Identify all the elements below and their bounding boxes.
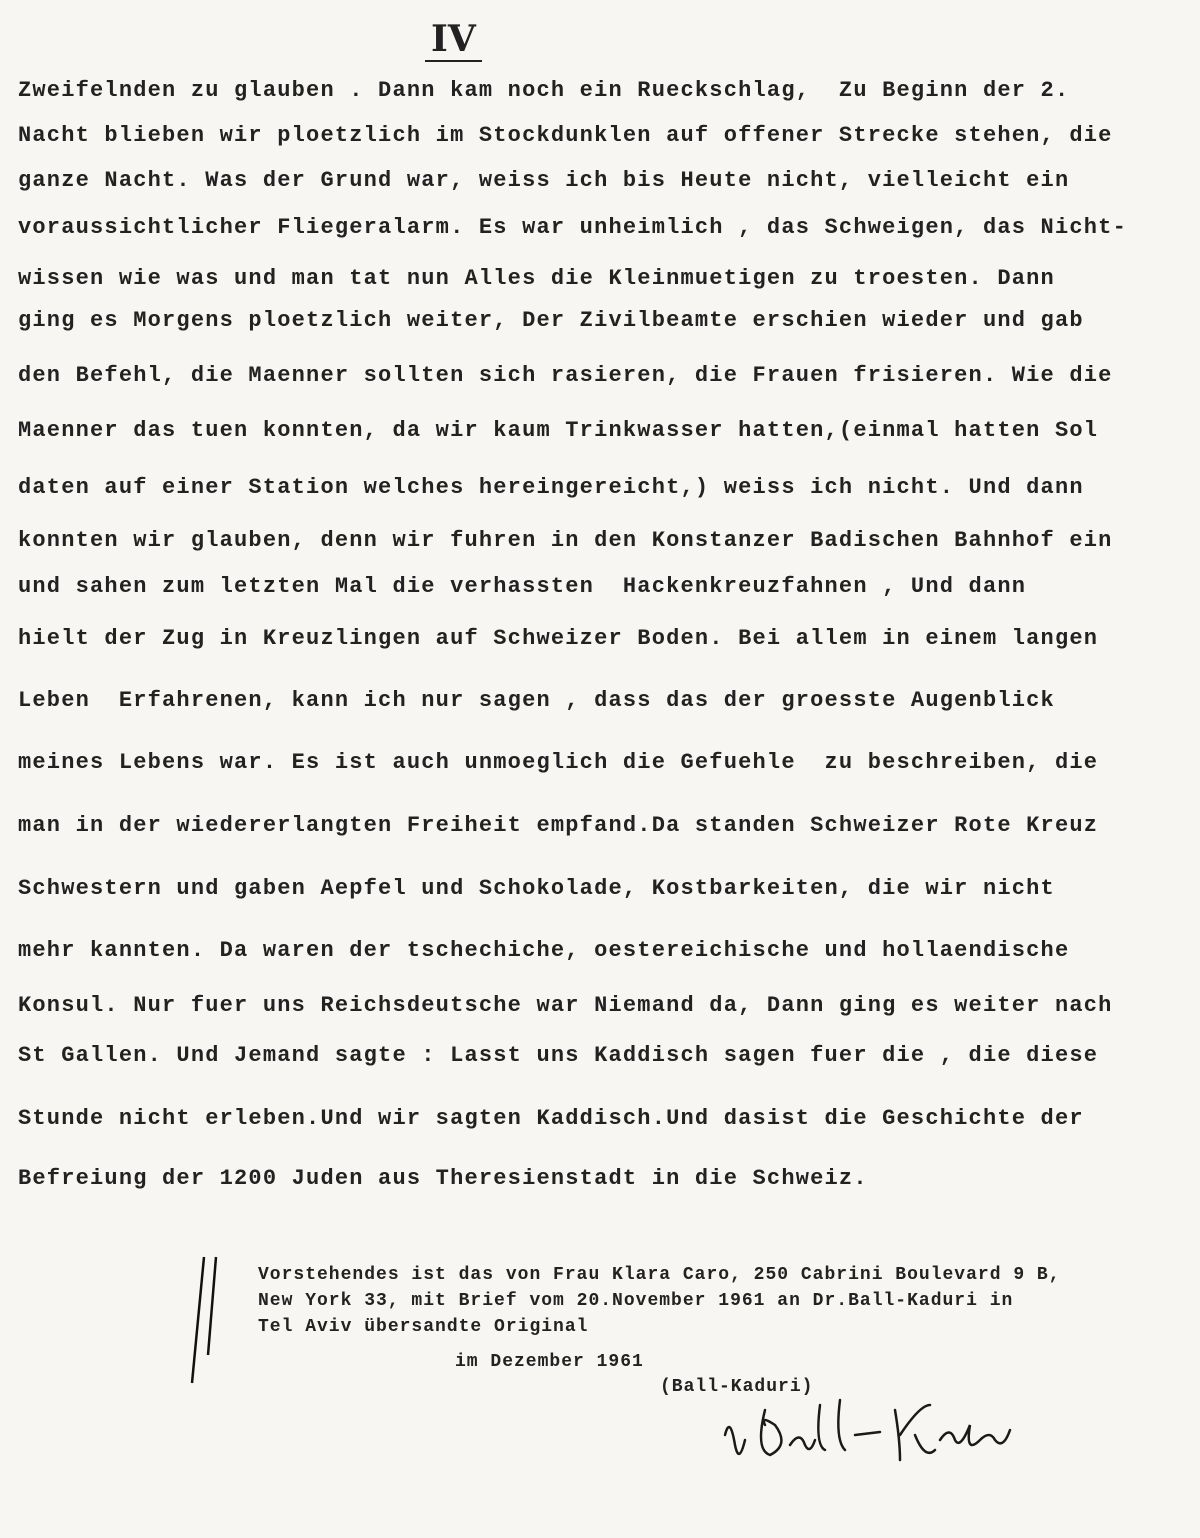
body-line: meines Lebens war. Es ist auch unmoeglich die Gefuehle zu beschreiben, die bbox=[18, 750, 1099, 775]
body-line: wissen wie was und man tat nun Alles die Kleinmuetigen zu troesten. Dann bbox=[18, 266, 1055, 291]
note-line: Tel Aviv übersandte Original bbox=[258, 1317, 589, 1337]
body-line: Stunde nicht erleben.Und wir sagten Kaddisch.Und dasist die Geschichte der bbox=[18, 1106, 1084, 1131]
handwritten-signature bbox=[715, 1395, 1035, 1480]
body-line: mehr kannten. Da waren der tschechiche, oestereichische und hollaendische bbox=[18, 938, 1070, 963]
body-line: Nacht blieben wir ploetzlich im Stockdunklen auf offener Strecke stehen, die bbox=[18, 123, 1113, 148]
date-line: im Dezember 1961 bbox=[455, 1352, 644, 1372]
margin-marks bbox=[190, 1255, 220, 1385]
body-line: Konsul. Nur fuer uns Reichsdeutsche war Niemand da, Dann ging es weiter nach bbox=[18, 993, 1113, 1018]
body-line: Schwestern und gaben Aepfel und Schokolade, Kostbarkeiten, die wir nicht bbox=[18, 876, 1055, 901]
body-line: den Befehl, die Maenner sollten sich rasieren, die Frauen frisieren. Wie die bbox=[18, 363, 1113, 388]
body-line: Befreiung der 1200 Juden aus Theresienstadt in die Schweiz. bbox=[18, 1166, 868, 1191]
body-line: Leben Erfahrenen, kann ich nur sagen , dass das der groesste Augenblick bbox=[18, 688, 1055, 713]
body-line: St Gallen. Und Jemand sagte : Lasst uns Kaddisch sagen fuer die , die diese bbox=[18, 1043, 1099, 1068]
body-line: Maenner das tuen konnten, da wir kaum Trinkwasser hatten,(einmal hatten Sol bbox=[18, 418, 1099, 443]
typed-name: (Ball-Kaduri) bbox=[660, 1377, 814, 1397]
body-line: konnten wir glauben, denn wir fuhren in den Konstanzer Badischen Bahnhof ein bbox=[18, 528, 1113, 553]
body-line: ging es Morgens ploetzlich weiter, Der Zivilbeamte erschien wieder und gab bbox=[18, 308, 1084, 333]
page-number: IV bbox=[425, 18, 482, 62]
body-line: Zweifelnden zu glauben . Dann kam noch ein Rueckschlag, Zu Beginn der 2. bbox=[18, 78, 1070, 103]
body-line: voraussichtlicher Fliegeralarm. Es war unheimlich , das Schweigen, das Nicht- bbox=[18, 215, 1127, 240]
body-line: hielt der Zug in Kreuzlingen auf Schweizer Boden. Bei allem in einem langen bbox=[18, 626, 1099, 651]
body-line: man in der wiedererlangten Freiheit empfand.Da standen Schweizer Rote Kreuz bbox=[18, 813, 1099, 838]
body-line: daten auf einer Station welches hereingereicht,) weiss ich nicht. Und dann bbox=[18, 475, 1084, 500]
body-line: ganze Nacht. Was der Grund war, weiss ich bis Heute nicht, vielleicht ein bbox=[18, 168, 1070, 193]
note-line: New York 33, mit Brief vom 20.November 1961 an Dr.Ball-Kaduri in bbox=[258, 1291, 1014, 1311]
note-line: Vorstehendes ist das von Frau Klara Caro, 250 Cabrini Boulevard 9 B, bbox=[258, 1265, 1061, 1285]
body-line: und sahen zum letzten Mal die verhassten Hackenkreuzfahnen , Und dann bbox=[18, 574, 1027, 599]
